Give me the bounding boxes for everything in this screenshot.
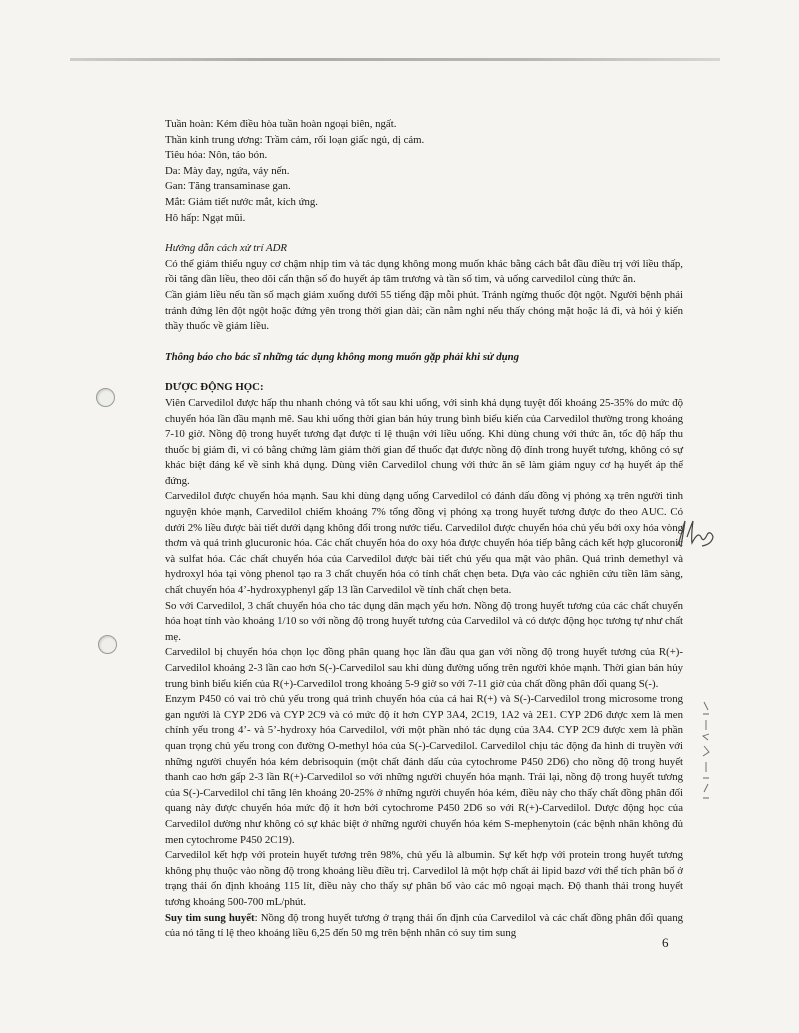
notice-section [165, 350, 683, 366]
pharmacokinetics-section [165, 380, 683, 941]
adr-list [165, 117, 683, 226]
adr-item: Da: Mày đay, ngứa, vảy nến. [165, 164, 290, 177]
adr-item: Gan: Tăng transaminase gan. [165, 180, 291, 193]
pk-paragraph: Enzym P450 có vai trò chủ yếu trong quá trình chuyển hóa của cả hai R(+) và S(-)-Carvedilol trong microsome trong gan người là CYP 2D6 và CYP 2C9 và có mức độ ít hơn CYP 3A4, 2C19, 1A2 và 2E1. CYP 2D6 được xem là men chính yếu trong 4’- và 5’-hydroxy hóa Carvedilol, với một phần nhỏ tác dụng của 3A4. CYP 2C9 được xem là phần quan trọng chủ yếu trong con đường O-methyl hóa của S(-)-Carvedilol. Carvedilol chịu tác động đa hình di truyền với những người chuyển hóa kém debrisoquin (một chất đánh dấu của cytochrome P450 2D6) cho nồng độ trong huyết thanh cao hơn gấp 2-3 lần R(+)-Carvedilol so với những người chuyển hóa mạnh. Trái lại, nồng độ trong huyết tương của S(-)-Carvedilol chỉ tăng lên khoảng 20-25% ở những người chuyển hóa kém, điều này cho thấy chất đồng phân đối quang này được chuyển hóa mức độ ít hơn bởi cytochrome P450 2D6 so với R(+)-Carvedilol. Dược động học của Carvedilol dường như không có sự khác biệt ở những người chuyển hóa kém S-mephenytoin (các bệnh nhân không đủ men cytochrome P450 2C19). [165, 693, 683, 846]
adr-item: Tiêu hóa: Nôn, táo bón. [165, 149, 268, 162]
adr-item: Mắt: Giảm tiết nước mắt, kích ứng. [165, 195, 318, 208]
adr-item: Thần kinh trung ương: Trầm cảm, rối loạn giấc ngủ, dị cảm. [165, 133, 425, 146]
pk-paragraph: Carvedilol bị chuyển hóa chọn lọc đồng phân quang học lần đầu qua gan với nồng độ trong huyết tương của R(+)-Carvedilol khoảng 2-3 lần cao hơn S(-)-Carvedilol sau khi dùng đường uống trên người khỏe mạnh. Thời gian bán hủy trung bình biểu kiến của R(+)-Carvedilol trong khoảng 5-9 giờ so với 7-11 giờ của chất đồng phân đối quang S(-). [165, 646, 683, 690]
section-heading: DƯỢC ĐỘNG HỌC: [165, 381, 264, 394]
notice-text: Thông báo cho bác sĩ những tác dụng không mong muốn gặp phải khi sử dụng [165, 350, 520, 363]
adr-guidance-section [165, 241, 683, 335]
margin-note-stamp [698, 700, 712, 810]
punch-hole [96, 388, 115, 407]
scan-edge-line [70, 58, 720, 61]
pk-paragraph-heart-failure [165, 911, 683, 942]
pk-paragraph: So với Carvedilol, 3 chất chuyển hóa cho tác dụng dãn mạch yếu hơn. Nồng độ trong huyết tương của các chất chuyển hóa hoạt tính vào khoảng 1/10 so với nồng độ trong huyết tương của Carvedilol và có dược động học tương tự như chất mẹ. [165, 599, 683, 643]
adr-guidance-paragraph: Có thể giảm thiểu nguy cơ chậm nhịp tim và tác dụng không mong muốn khác bằng cách bắt đầu điều trị với liều thấp, rồi tăng dần liều, theo dõi cẩn thận số đo huyết áp tâm trương và tần số tim, và uống carvedilol cùng thức ăn. [165, 257, 683, 286]
pk-lead-text: : Nồng độ trong huyết tương ở trạng thái ổn định của Carvedilol và các chất đồng phân đối quang của nó tăng tỉ lệ theo khoảng liều 6,25 đến 50 mg trên bệnh nhân có suy tim sung [165, 911, 683, 940]
handwritten-signature [672, 515, 718, 553]
adr-guidance-paragraph: Cần giảm liều nếu tần số mạch giảm xuống dưới 55 tiếng đập mỗi phút. Tránh ngừng thuốc đột ngột. Người bệnh phải tránh đứng lên đột ngột hoặc đứng yên trong thời gian dài; cần nằm nghỉ nếu thấy chóng mặt hoặc lả đi, và hỏi ý kiến thầy thuốc về giảm liều. [165, 288, 683, 333]
adr-guidance-title: Hướng dẫn cách xử trí ADR [165, 242, 287, 255]
pk-paragraph: Carvedilol kết hợp với protein huyết tương trên 98%, chủ yếu là albumin. Sự kết hợp với protein trong huyết tương không phụ thuộc vào nồng độ trong khoảng liều điều trị. Carvedilol là một hợp chất ái lipid bazơ với thể tích phân bố ở trạng thái ổn định khoảng 115 lít, điều này cho thấy sự phân bố vào các mô ngoại mạch. Độ thanh thải trong huyết tương khoảng 500-700 mL/phút. [165, 849, 683, 908]
adr-item: Tuần hoàn: Kém điều hòa tuần hoàn ngoại biên, ngất. [165, 118, 397, 130]
page-number: 6 [662, 935, 669, 950]
document-body [165, 117, 683, 942]
punch-hole [98, 635, 117, 654]
pk-paragraph: Viên Carvedilol được hấp thu nhanh chóng và tốt sau khi uống, với sinh khả dụng tuyệt đối khoảng 25-35% do mức độ chuyển hóa lần đầu mạnh mẽ. Sau khi uống thời gian bán hủy trung bình biểu kiến của Carvedilol thường trong khoảng 7-10 giờ. Nồng độ trong huyết tương đạt được tỉ lệ thuận với liều uống. Khi dùng chung với thức ăn, tốc độ hấp thu thuốc bị giảm đi, vì có bằng chứng làm giảm thời gian để thuốc đạt được nồng độ đỉnh trong huyết tương, không có sự khác biệt đáng kể về sinh khả dụng. Dùng viên Carvedilol chung với thức ăn sẽ làm giảm nguy cơ hạ huyết áp thế đứng. [165, 396, 683, 487]
adr-item: Hô hấp: Ngạt mũi. [165, 211, 246, 224]
pk-lead-term: Suy tim sung huyết [165, 911, 255, 924]
pk-paragraph: Carvedilol được chuyển hóa mạnh. Sau khi dùng dạng uống Carvedilol có đánh dấu đồng vị phóng xạ trên người tình nguyện khỏe mạnh, Carvedilol chiếm khoảng 7% tổng đồng vị phóng xạ trong huyết tương được đo theo AUC. Có dưới 2% liều được bài tiết dưới dạng không đổi trong nước tiểu. Carvedilol được chuyển hóa chủ yếu bởi oxy hóa vòng thơm và quá trình glucuronic hóa. Các chất chuyển hóa do oxy hóa được chuyển hóa tiếp bằng cách kết hợp glucoronic và sulfat hóa. Các chất chuyển hóa của Carvedilol được bài tiết chủ yếu qua mật vào phân. Quá trình demethyl và hydroxyl hóa tại vòng phenol tạo ra 3 chất chuyển hóa có tính chất chẹn beta. Dựa vào các nghiên cứu tiền lâm sàng, chất chuyển hóa 4’-hydroxyphenyl gấp 13 lần Carvedilol về tính chất chẹn beta. [165, 490, 683, 597]
